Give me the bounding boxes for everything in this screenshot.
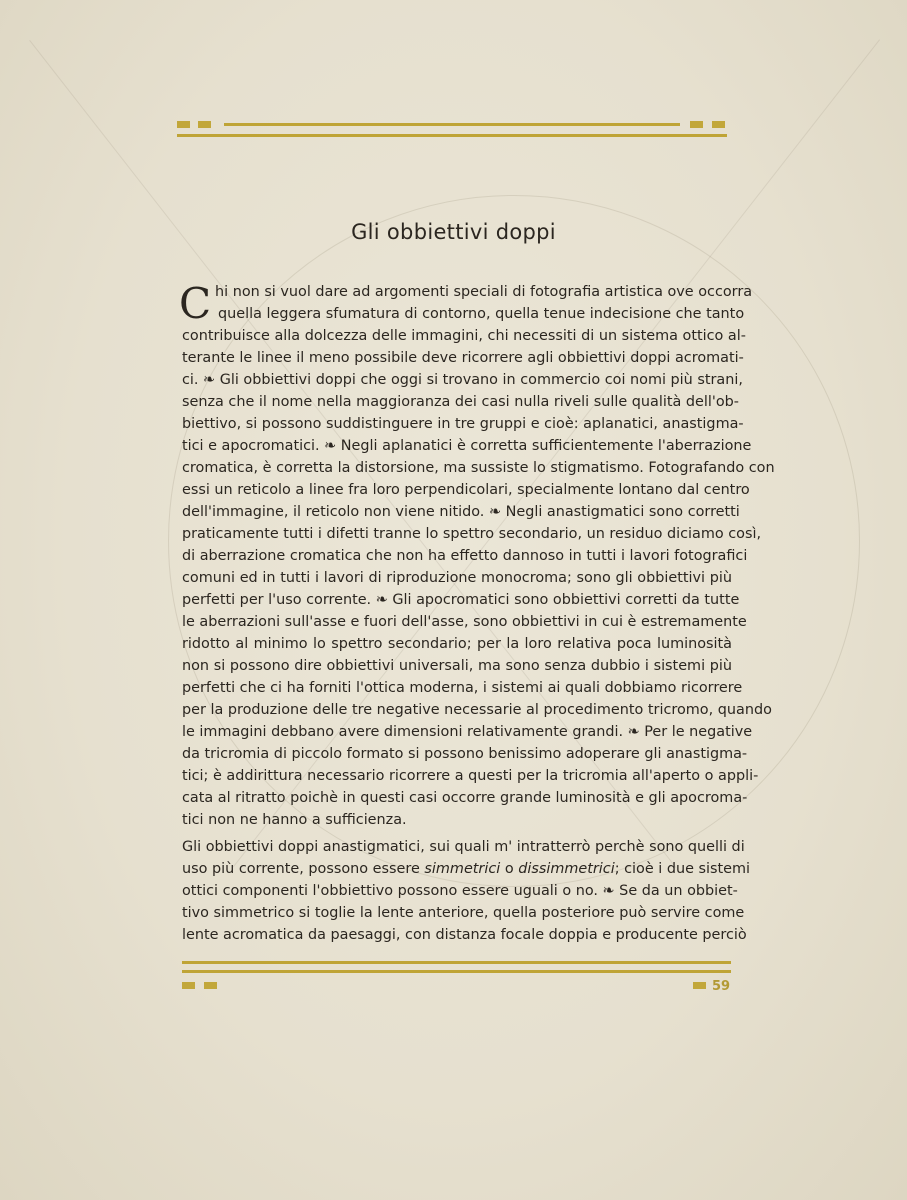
- text-line: perfetti per l'uso corrente. ❧ Gli apocromatici sono obbiettivi corretti da tutte: [182, 592, 740, 608]
- text-line: da tricromia di piccolo formato si possono benissimo adoperare gli anastigma-: [182, 746, 748, 762]
- text-line: tici e apocromatici. ❧ Negli aplanatici è corretta sufficientemente l'aberrazione: [182, 438, 752, 454]
- text-line: biettivo, si possono suddistinguere in tre gruppi e cioè: aplanatici, anastigma-: [182, 416, 744, 432]
- text-line: ridotto al minimo lo spettro secondario; per la loro relativa poca luminosità: [182, 636, 732, 652]
- text-line: le aberrazioni sull'asse e fuori dell'asse, sono obbiettivi in cui è estremamente: [182, 614, 747, 630]
- text-line: tici non ne hanno a sufficienza.: [182, 812, 407, 828]
- text-line: ottici componenti l'obbiettivo possono essere uguali o no. ❧ Se da un obbiet-: [182, 883, 738, 899]
- text-line: tivo simmetrico si toglie la lente anteriore, quella posteriore può servire come: [182, 905, 745, 921]
- drop-cap: C: [179, 279, 212, 328]
- text-line: le immagini debbano avere dimensioni relativamente grandi. ❧ Per le negative: [182, 724, 753, 740]
- text-line: dell'immagine, il reticolo non viene nitido. ❧ Negli anastigmatici sono corretti: [182, 504, 740, 520]
- page-title: Gli obbiettivi doppi: [351, 220, 556, 244]
- text-line: perfetti che ci ha forniti l'ottica moderna, i sistemi ai quali dobbiamo ricorrere: [182, 680, 743, 696]
- text-line: non si possono dire obbiettivi universali, ma sono senza dubbio i sistemi più: [182, 658, 732, 674]
- text-line: uso più corrente, possono essere simmetrici o dissimmetrici; cioè i due sistemi: [182, 861, 751, 877]
- text-line: comuni ed in tutti i lavori di riproduzione monocroma; sono gli obbiettivi più: [182, 570, 732, 586]
- text-line: cromatica, è corretta la distorsione, ma sussiste lo stigmatismo. Fotografando con: [182, 460, 775, 476]
- text-line: quella leggera sfumatura di contorno, quella tenue indecisione che tanto: [218, 306, 745, 322]
- page-number: 59: [712, 979, 731, 994]
- text-line: tici; è addirittura necessario ricorrere a questi per la tricromia all'aperto o appli-: [182, 768, 759, 784]
- text-line: cata al ritratto poichè in questi casi occorre grande luminosità e gli apocroma-: [182, 790, 748, 806]
- text-line: ci. ❧ Gli obbiettivi doppi che oggi si trovano in commercio coi nomi più strani,: [182, 372, 743, 388]
- text-line: praticamente tutti i difetti tranne lo spettro secondario, un residuo diciamo così,: [182, 526, 762, 542]
- text-line: hi non si vuol dare ad argomenti speciali di fotografia artistica ove occorra: [215, 284, 753, 300]
- text-line: essi un reticolo a linee fra loro perpendicolari, specialmente lontano dal centro: [182, 482, 750, 498]
- text-line: per la produzione delle tre negative necessarie al procedimento tricromo, quando: [182, 702, 772, 718]
- text-line: di aberrazione cromatica che non ha effetto dannoso in tutti i lavori fotografici: [182, 548, 748, 564]
- text-line: Gli obbiettivi doppi anastigmatici, sui quali m' intratterrò perchè sono quelli di: [182, 839, 745, 855]
- text-line: lente acromatica da paesaggi, con distanza focale doppia e producente perciò: [182, 927, 747, 943]
- text-line: terante le linee il meno possibile deve ricorrere agli obbiettivi doppi acromati-: [182, 350, 744, 366]
- text-line: senza che il nome nella maggioranza dei casi nulla riveli sulle qualità dell'ob-: [182, 394, 739, 410]
- text-line: contribuisce alla dolcezza delle immagini, chi necessiti di un sistema ottico al-: [182, 328, 746, 344]
